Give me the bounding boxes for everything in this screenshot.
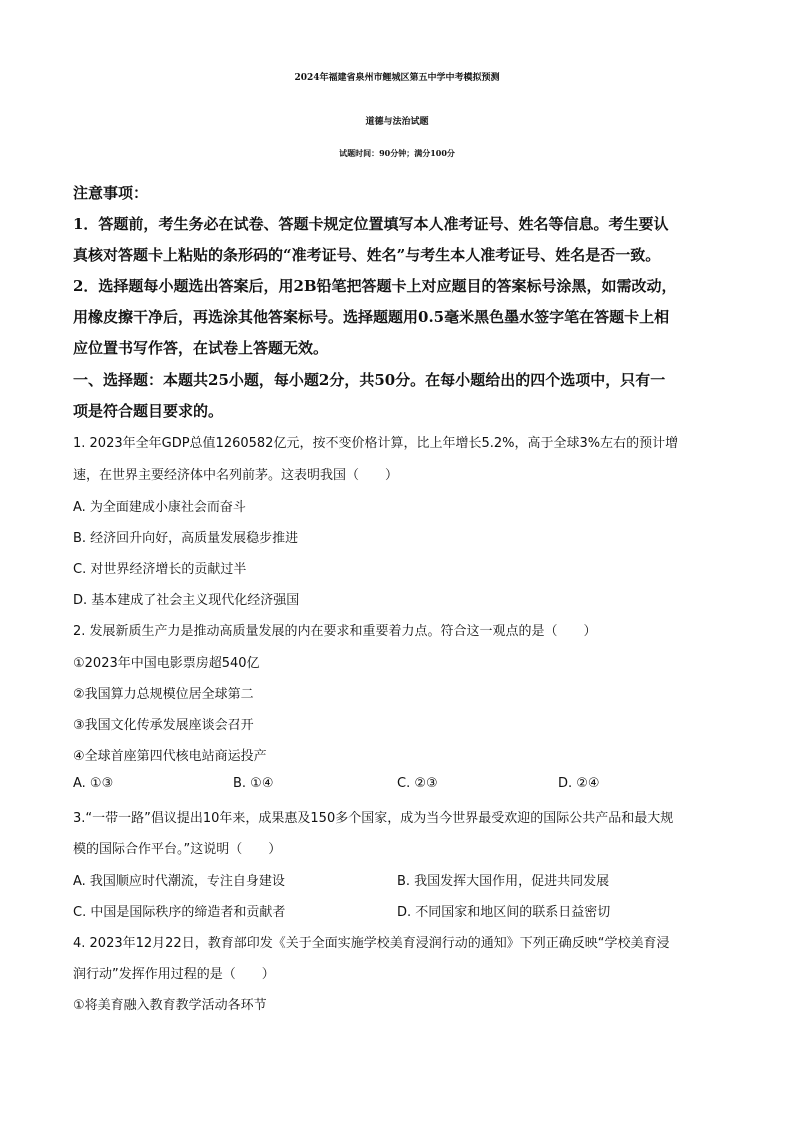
question-1-option-a: A. 为全面建成小康社会而奋斗 xyxy=(73,500,246,515)
question-3-stem-line-2: 模的国际合作平台。”这说明（ ） xyxy=(73,842,282,857)
question-3-option-c: C. 中国是国际秩序的缔造者和贡献者 xyxy=(73,905,286,920)
question-1-option-b: B. 经济回升向好，高质量发展稳步推进 xyxy=(73,531,299,546)
notice-item-1-line-2: 真核对答题卡上粘贴的条形码的“准考证号、姓名”与考生本人准考证号、姓名是否一致。 xyxy=(73,246,661,264)
notice-heading: 注意事项： xyxy=(73,184,149,202)
notice-item-2-line-2: 用橡皮擦干净后，再选涂其他答案标号。选择题题用0.5毫米黑色墨水签字笔在答题卡上相 xyxy=(73,308,670,326)
exam-title: 2024年福建省泉州市鲤城区第五中学中考模拟预测 xyxy=(294,73,500,83)
question-2-option-a: A. ①③ xyxy=(73,776,114,791)
question-4-stem-line-2: 润行动”发挥作用过程的是（ ） xyxy=(73,967,275,982)
question-2-option-c: C. ②③ xyxy=(397,776,438,791)
question-3-stem-line-1: 3.“一带一路”倡议提出10年来，成果惠及150多个国家，成为当今世界最受欢迎的国际公共产品和最大规 xyxy=(73,811,674,826)
exam-time-info: 试题时间：90分钟；满分100分 xyxy=(339,148,455,158)
question-3-option-d: D. 不同国家和地区间的联系日益密切 xyxy=(397,905,611,920)
notice-item-2-line-1: 2．选择题每小题选出答案后，用2B铅笔把答题卡上对应题目的答案标号涂黑，如需改动， xyxy=(73,277,677,295)
notice-item-2-line-3: 应位置书写作答，在试卷上答题无效。 xyxy=(73,339,329,357)
notice-item-1-line-1: 1．答题前，考生务必在试卷、答题卡规定位置填写本人准考证号、姓名等信息。考生要认 xyxy=(73,215,669,233)
section-heading-line-2: 项是符合题目要求的。 xyxy=(73,402,224,420)
question-2-stem: 2. 发展新质生产力是推动高质量发展的内在要求和重要着力点。符合这一观点的是（ ） xyxy=(73,624,597,639)
question-1-stem-line-2: 速，在世界主要经济体中名列前茅。这表明我国（ ） xyxy=(73,468,399,483)
question-1-option-c: C. 对世界经济增长的贡献过半 xyxy=(73,562,247,577)
question-2-option-b: B. ①④ xyxy=(233,776,274,791)
question-2-item-3: ③我国文化传承发展座谈会召开 xyxy=(73,718,254,733)
question-2-item-1: ①2023年中国电影票房超540亿 xyxy=(73,656,260,671)
question-3-option-a: A. 我国顺应时代潮流，专注自身建设 xyxy=(73,874,285,889)
question-2-item-4: ④全球首座第四代核电站商运投产 xyxy=(73,749,267,764)
question-1-option-d: D. 基本建成了社会主义现代化经济强国 xyxy=(73,593,300,608)
question-4-item-1: ①将美育融入教育教学活动各环节 xyxy=(73,998,267,1013)
exam-subtitle: 道德与法治试题 xyxy=(365,117,429,127)
question-3-option-b: B. 我国发挥大国作用，促进共同发展 xyxy=(397,874,610,889)
question-4-stem-line-1: 4. 2023年12月22日，教育部印发《关于全面实施学校美育浸润行动的通知》下列正确反映“学校美育浸 xyxy=(73,936,670,951)
section-heading-line-1: 一、选择题：本题共25小题，每小题2分，共50分。在每小题给出的四个选项中，只有一 xyxy=(73,371,666,389)
question-2-option-d: D. ②④ xyxy=(558,776,600,791)
question-2-item-2: ②我国算力总规模位居全球第二 xyxy=(73,687,254,702)
question-1-stem-line-1: 1. 2023年全年GDP总值1260582亿元，按不变价格计算，比上年增长5.2%，高于全球3%左右的预计增 xyxy=(73,436,679,451)
